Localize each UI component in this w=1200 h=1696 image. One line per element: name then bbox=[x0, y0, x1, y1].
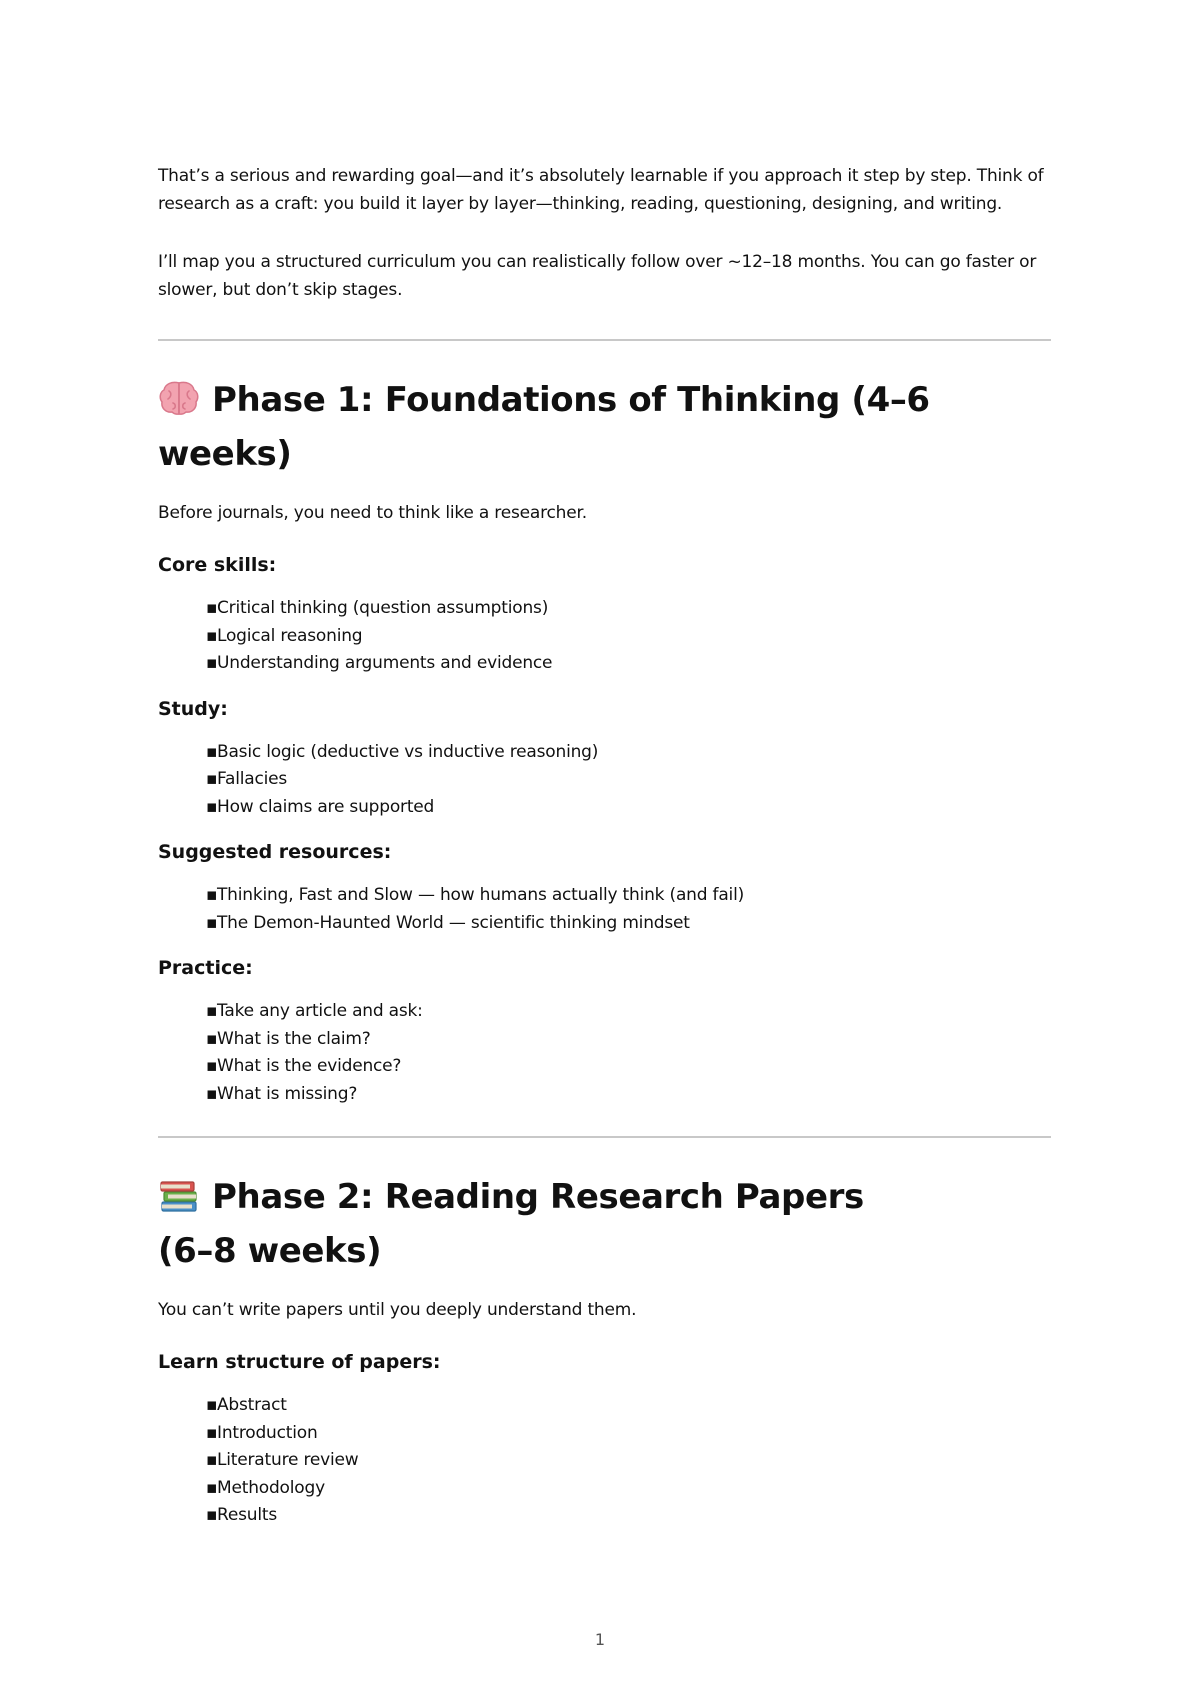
core-skills-heading: Core skills: bbox=[158, 554, 277, 576]
list-item-text: Results bbox=[217, 1505, 277, 1525]
phase-2-lead: You can’t write papers until you deeply understand them. bbox=[158, 1300, 637, 1320]
paper-structure-list bbox=[158, 1392, 1051, 1530]
section-divider bbox=[158, 339, 1051, 341]
phase-1-heading bbox=[158, 373, 1051, 481]
paper-structure-heading: Learn structure of papers: bbox=[158, 1351, 441, 1373]
bullet-marker: ▪ bbox=[206, 1505, 218, 1525]
list-item bbox=[206, 595, 1051, 623]
list-item bbox=[206, 1026, 1051, 1054]
list-item bbox=[206, 910, 1051, 938]
list-item-text: What is the claim? bbox=[217, 1028, 371, 1049]
list-item-text: Logical reasoning bbox=[217, 625, 363, 646]
list-item bbox=[206, 1392, 1051, 1420]
study-list bbox=[158, 739, 1051, 822]
study-heading: Study: bbox=[158, 697, 228, 720]
bullet-marker: ▪ bbox=[206, 796, 218, 817]
bullet-marker: ▪ bbox=[206, 912, 218, 933]
list-item-text: Methodology bbox=[217, 1477, 325, 1498]
list-item-text: Take any article and ask: bbox=[217, 1001, 423, 1021]
bullet-marker: ▪ bbox=[206, 885, 218, 905]
list-item bbox=[206, 1502, 1051, 1530]
list-item-text: Understanding arguments and evidence bbox=[217, 653, 553, 673]
bullet-marker: ▪ bbox=[206, 1056, 218, 1076]
bullet-marker: ▪ bbox=[206, 598, 218, 618]
list-item-text: Critical thinking (question assumptions) bbox=[217, 598, 549, 618]
bullet-marker: ▪ bbox=[206, 1477, 218, 1498]
intro-paragraph-2: I’ll map you a structured curriculum you can realistically follow over ~12–18 months. You can go faster or slower, but don’t skip stages. bbox=[158, 252, 1037, 300]
list-item bbox=[206, 998, 1051, 1026]
list-item bbox=[206, 739, 1051, 767]
document-page bbox=[158, 162, 1051, 1530]
phase-1-lead: Before journals, you need to think like a researcher. bbox=[158, 503, 587, 523]
phase-2-title: Phase 2: Reading Research Papers (6–8 weeks) bbox=[158, 1177, 864, 1271]
resources-list bbox=[158, 882, 1051, 937]
list-item bbox=[206, 766, 1051, 794]
list-item bbox=[206, 882, 1051, 910]
list-item bbox=[206, 1420, 1051, 1448]
page-number: 1 bbox=[594, 1630, 606, 1649]
list-item bbox=[206, 1475, 1051, 1503]
list-item-text: Thinking, Fast and Slow — how humans actually think (and fail) bbox=[217, 885, 745, 905]
list-item-text: The Demon-Haunted World — scientific thinking mindset bbox=[217, 912, 690, 933]
phase-2-heading bbox=[158, 1170, 918, 1278]
practice-list bbox=[158, 998, 1051, 1108]
bullet-marker: ▪ bbox=[206, 1028, 218, 1049]
list-item-text: Basic logic (deductive vs inductive reasoning) bbox=[217, 741, 599, 762]
bullet-marker: ▪ bbox=[206, 1422, 218, 1443]
list-item bbox=[206, 1447, 1051, 1475]
bullet-marker: ▪ bbox=[206, 1395, 218, 1415]
bullet-marker: ▪ bbox=[206, 769, 218, 789]
list-item bbox=[206, 1081, 1051, 1109]
bullet-marker: ▪ bbox=[206, 653, 218, 673]
brain-icon bbox=[158, 379, 200, 417]
list-item bbox=[206, 650, 1051, 678]
bullet-marker: ▪ bbox=[206, 741, 218, 762]
bullet-marker: ▪ bbox=[206, 1001, 218, 1021]
list-item-text: What is missing? bbox=[217, 1083, 358, 1104]
list-item-text: How claims are supported bbox=[217, 796, 435, 817]
phase-1-title: Phase 1: Foundations of Thinking (4–6 weeks) bbox=[158, 380, 930, 474]
practice-heading: Practice: bbox=[158, 957, 253, 979]
list-item bbox=[206, 623, 1051, 651]
bullet-marker: ▪ bbox=[206, 625, 218, 646]
list-item-text: Fallacies bbox=[217, 769, 288, 789]
list-item bbox=[206, 794, 1051, 822]
list-item-text: Abstract bbox=[217, 1395, 287, 1415]
bullet-marker: ▪ bbox=[206, 1450, 218, 1470]
books-icon bbox=[158, 1176, 200, 1214]
intro-paragraph-1: That’s a serious and rewarding goal—and it’s absolutely learnable if you approach it step by step. Think of research as a craft: you build it layer by layer—thinking, reading, questioning, designing, and writing. bbox=[158, 166, 1044, 214]
core-skills-list bbox=[158, 595, 1051, 678]
list-item-text: Literature review bbox=[217, 1450, 359, 1470]
resources-heading: Suggested resources: bbox=[158, 841, 392, 863]
list-item bbox=[206, 1053, 1051, 1081]
bullet-marker: ▪ bbox=[206, 1083, 218, 1104]
list-item-text: What is the evidence? bbox=[217, 1056, 402, 1076]
section-divider bbox=[158, 1136, 1051, 1138]
list-item-text: Introduction bbox=[217, 1422, 318, 1443]
